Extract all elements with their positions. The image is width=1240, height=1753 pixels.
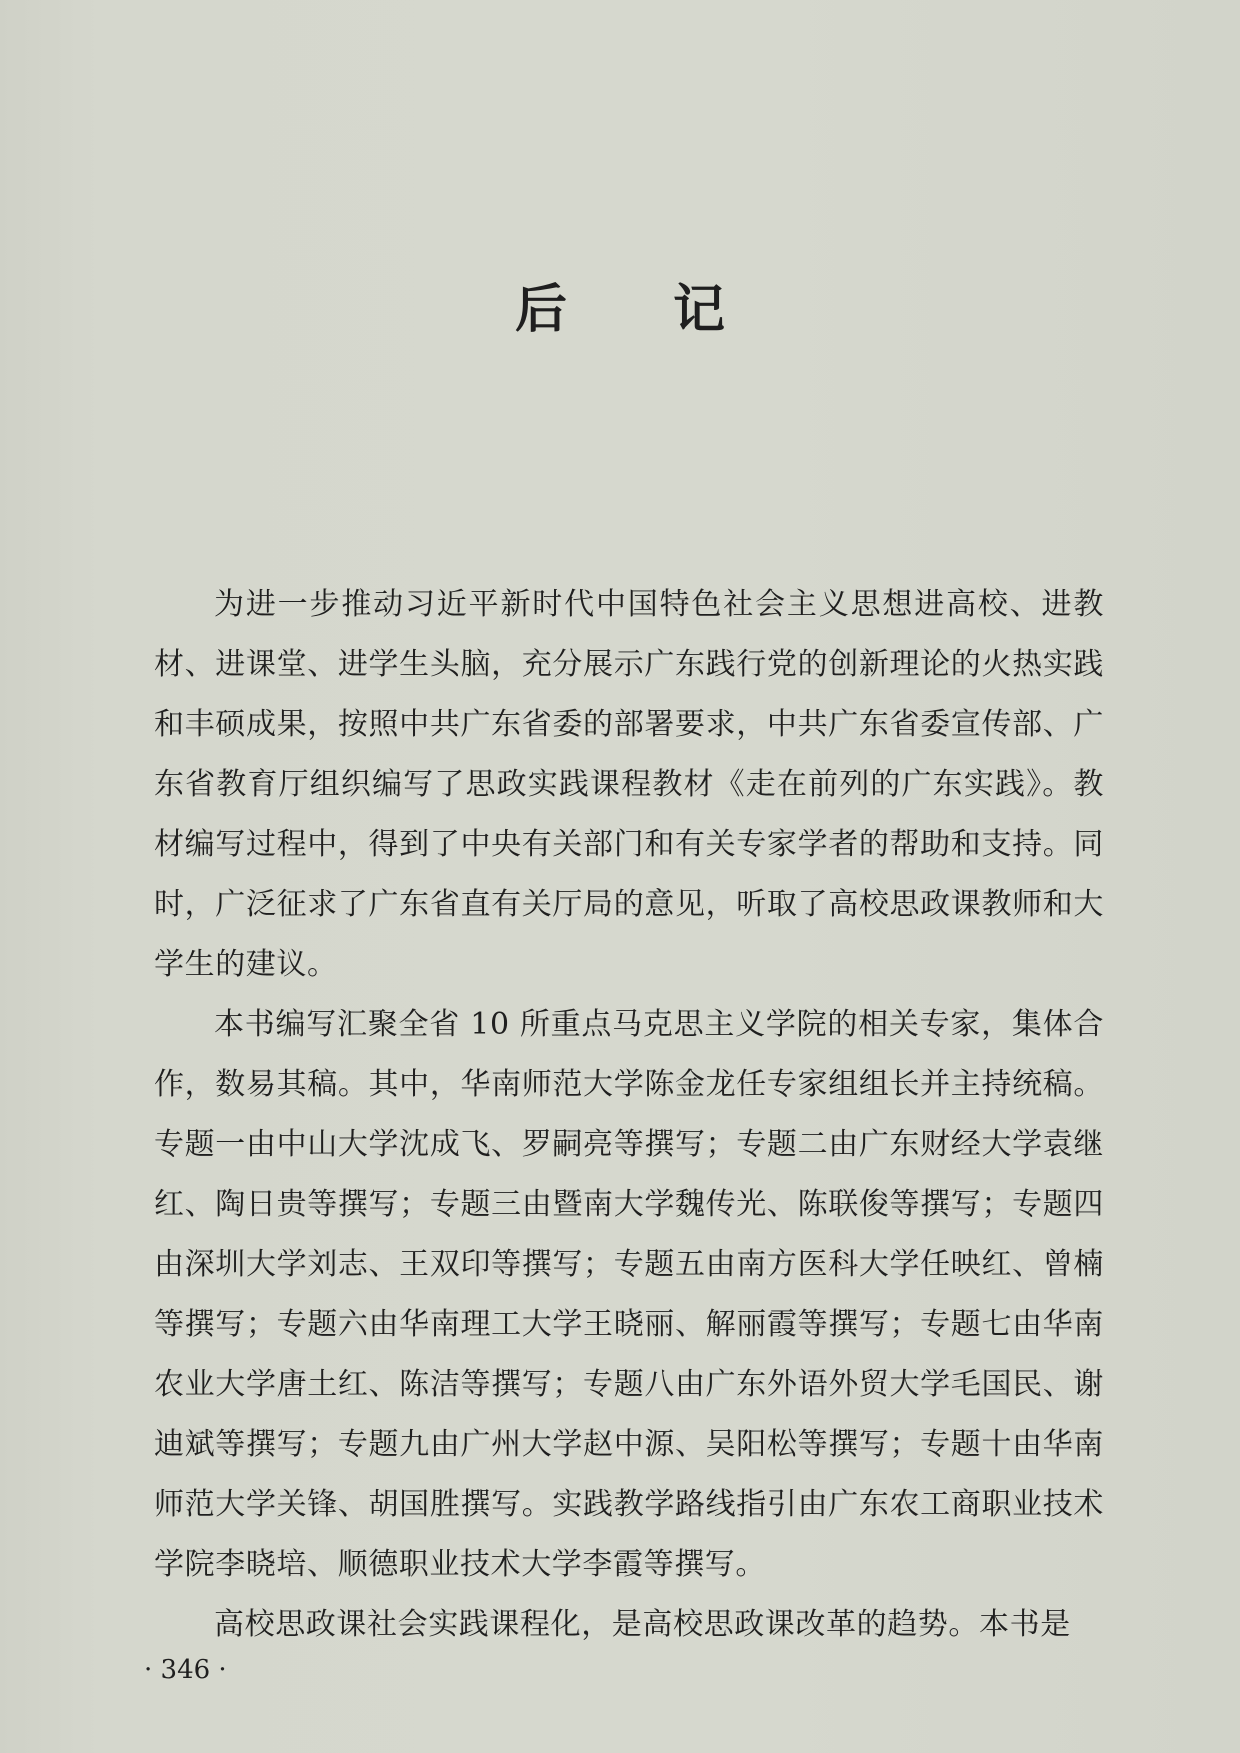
page-title: 后 记 bbox=[514, 279, 770, 340]
paragraph-1: 为进一步推动习近平新时代中国特色社会主义思想进高校、进教材、进课堂、进学生头脑，充分展示广东践行党的创新理论的火热实践和丰硕成果，按照中共广东省委的部署要求，中共广东省委宣传部、广东省教育厅组织编写了思政实践课程教材《走在前列的广东实践》。教材编写过程中，得到了中央有关部门和有关专家学者的帮助和支持。同时，广泛征求了广东省直有关厅局的意见，听取了高校思政课教师和大学生的建议。 bbox=[154, 587, 1104, 982]
paragraph-2: 本书编写汇聚全省 10 所重点马克思主义学院的相关专家，集体合作，数易其稿。其中，华南师范大学陈金龙任专家组组长并主持统稿。专题一由中山大学沈成飞、罗嗣亮等撰写；专题二由广东财经大学袁继红、陶日贵等撰写；专题三由暨南大学魏传光、陈联俊等撰写；专题四由深圳大学刘志、王双印等撰写；专题五由南方医科大学任映红、曾楠等撰写；专题六由华南理工大学王晓丽、解丽霞等撰写；专题七由华南农业大学唐土红、陈洁等撰写；专题八由广东外语外贸大学毛国民、谢迪斌等撰写；专题九由广州大学赵中源、吴阳松等撰写；专题十由华南师范大学关锋、胡国胜撰写。实践教学路线指引由广东农工商职业技术学院李晓培、顺德职业技术大学李霞等撰写。 bbox=[154, 1007, 1104, 1582]
page-number: · 346 · bbox=[144, 1655, 227, 1685]
body-text bbox=[154, 575, 1104, 1655]
paragraph-3: 高校思政课社会实践课程化，是高校思政课改革的趋势。本书是 bbox=[214, 1607, 1071, 1642]
